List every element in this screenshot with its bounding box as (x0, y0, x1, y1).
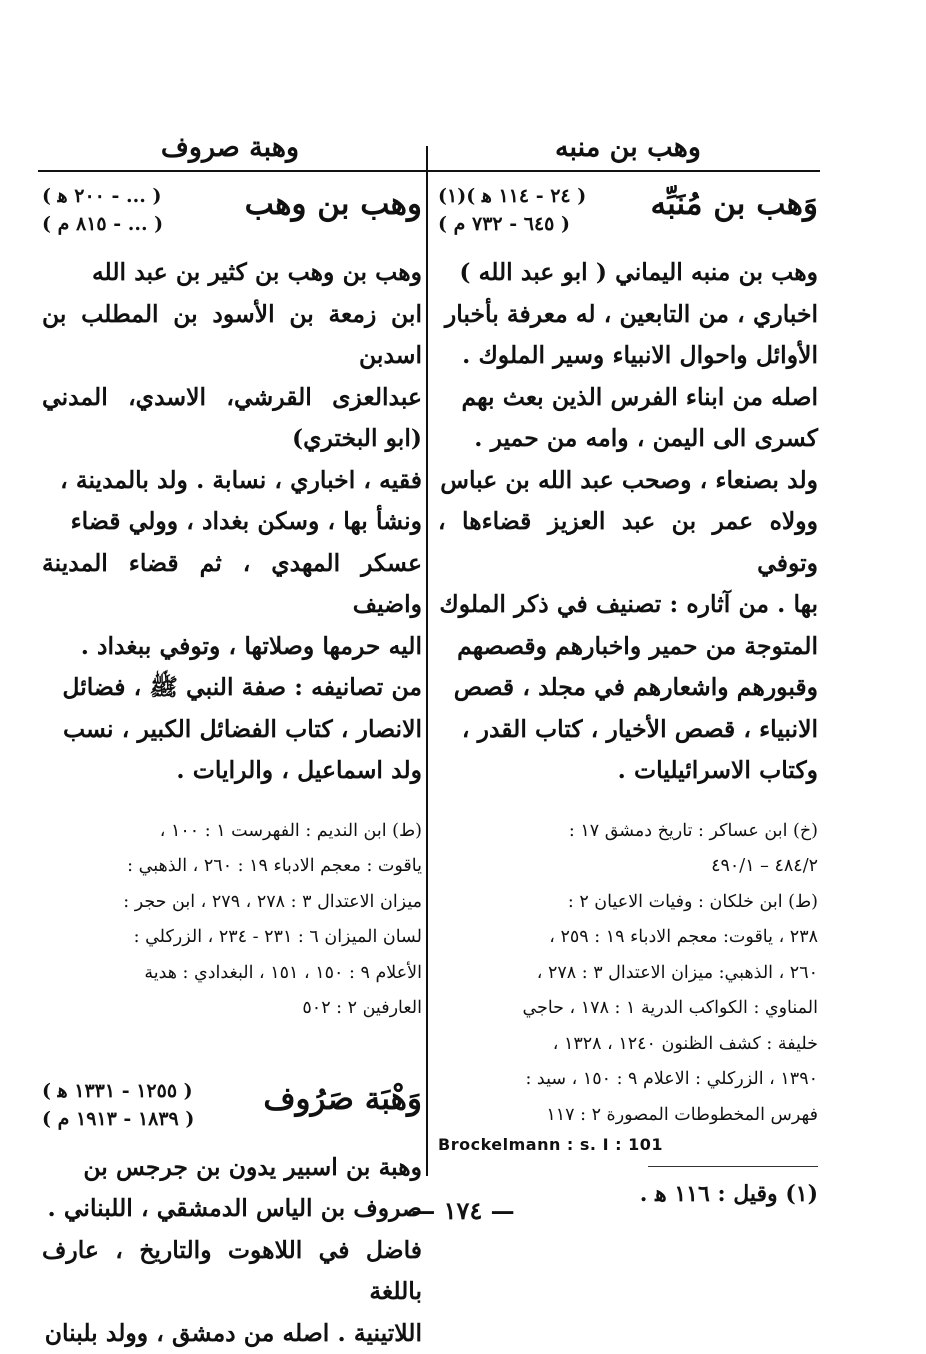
entry-body (42, 252, 422, 792)
left-column (42, 178, 422, 1354)
body-line: وهب بن منبه اليماني ( ابو عبد الله ) (438, 252, 818, 294)
footnote: (١) وقيل : ١١٦ ﻫ . (438, 1181, 818, 1207)
reference-line: المناوي : الكواكب الدرية ١ : ١٧٨ ، حاجي (438, 991, 818, 1027)
reference-line: لسان الميزان ٦ : ٢٣١ - ٢٣٤ ، الزركلي : (42, 920, 422, 956)
reference-line: العارفين ٢ : ٥٠٢ (42, 991, 422, 1027)
entry-body (438, 252, 818, 792)
body-line: اليه حرمها وصلاتها ، وتوفي ببغداد . (42, 626, 422, 668)
reference-line: ميزان الاعتدال ٣ : ٢٧٨ ، ٢٧٩ ، ابن حجر : (42, 885, 422, 921)
entry-heading (438, 178, 818, 250)
references (42, 814, 422, 1027)
footnote-rule (648, 1166, 818, 1167)
reference-line: الأعلام ٩ : ١٥٠ ، ١٥١ ، البغدادي : هدية (42, 956, 422, 992)
entry-body (42, 1147, 422, 1354)
entry-dates (42, 1077, 194, 1133)
running-header-right: وهب بن منبه (438, 132, 818, 163)
reference-line: ٢٦٠ ، الذهبي: ميزان الاعتدال ٣ : ٢٧٨ ، (438, 956, 818, 992)
reference-line: فهرس المخطوطات المصورة ٢ : ١١٧ (438, 1098, 818, 1134)
body-line: عبدالعزى القرشي، الاسدي، المدني (ابو البختري) (42, 377, 422, 460)
dates-ce: ( ٦٤٥ - ٧٣٢ م ) (438, 210, 586, 238)
body-line: بها . من آثاره : تصنيف في ذكر الملوك (438, 584, 818, 626)
dates-hijri: ( ٢٤ - ١١٤ ﻫ )(١) (438, 182, 586, 210)
reference-line: ياقوت : معجم الادباء ١٩ : ٢٦٠ ، الذهبي : (42, 849, 422, 885)
body-line: الانصار ، كتاب الفضائل الكبير ، نسب (42, 709, 422, 751)
body-line: وقبورهم واشعارهم في مجلد ، قصص (438, 667, 818, 709)
dates-hijri: ( ... - ٢٠٠ ﻫ ) (42, 182, 163, 210)
body-line: فقيه ، اخباري ، نسابة . ولد بالمدينة ، (42, 460, 422, 502)
dates-ce: ( ... - ٨١٥ م ) (42, 210, 163, 238)
reference-line: (خ) ابن عساكر : تاريخ دمشق ١٧ : (438, 814, 818, 850)
body-line: عسكر المهدي ، ثم قضاء المدينة واضيف (42, 543, 422, 626)
body-line: من تصانيفه : صفة النبي ﷺ ، فضائل (42, 667, 422, 709)
entry-dates (42, 182, 163, 238)
body-line: اخباري ، من التابعين ، له معرفة بأخبار (438, 294, 818, 336)
entry-heading (42, 1073, 422, 1145)
body-line: وهبة بن اسبير يدون بن جرجس بن (42, 1147, 422, 1189)
reference-line: ١٣٩٠ ، الزركلي : الاعلام ٩ : ١٥٠ ، سيد : (438, 1062, 818, 1098)
reference-line: ٤٨٤/٢ – ٤٩٠/١ (438, 849, 818, 885)
body-line: اللاتينية . اصله من دمشق ، وولد بلبنان (42, 1313, 422, 1354)
body-line: ولد اسماعيل ، والرايات . (42, 750, 422, 792)
right-column (438, 178, 818, 1207)
body-line: وولاه عمر بن عبد العزيز قضاءها ، وتوفي (438, 501, 818, 584)
references (438, 814, 818, 1134)
body-line: الأوائل واحوال الانبياء وسير الملوك . (438, 335, 818, 377)
entry-title: وَهب بن مُنَبِّه (650, 186, 818, 222)
body-line: كسرى الى اليمن ، وامه من حمير . (438, 418, 818, 460)
entry-title: وهب بن وهب (245, 186, 422, 222)
reference-line: (ط) ابن خلكان : وفيات الاعيان ٢ : (438, 885, 818, 921)
body-line: المتوجة من حمير واخبارهم وقصصهم (438, 626, 818, 668)
reference-line: خليفة : كشف الظنون ١٢٤٠ ، ١٣٢٨ ، (438, 1027, 818, 1063)
body-line: وكتاب الاسرائيليات . (438, 750, 818, 792)
body-line: ابن زمعة بن الأسود بن المطلب بن اسدبن (42, 294, 422, 377)
page-number: — ١٧٤ — (0, 1196, 926, 1225)
body-line: فاضل في اللاهوت والتاريخ ، عارف باللغة (42, 1230, 422, 1313)
column-divider (426, 146, 428, 1176)
body-line: الانبياء ، قصص الأخيار ، كتاب القدر ، (438, 709, 818, 751)
body-line: ونشأ بها ، وسكن بغداد ، وولي قضاء (42, 501, 422, 543)
body-line: وهب بن وهب بن كثير بن عبد الله (42, 252, 422, 294)
dates-hijri: ( ١٢٥٥ - ١٣٣١ ﻫ ) (42, 1077, 194, 1105)
running-header-left: وهبة صروف (40, 132, 420, 163)
entry-dates (438, 182, 586, 238)
latin-reference: Brockelmann : s. I : 101 (438, 1135, 818, 1154)
entry-heading (42, 178, 422, 250)
reference-line: (ط) ابن النديم : الفهرست ١ : ١٠٠ ، (42, 814, 422, 850)
body-line: ولد بصنعاء ، وصحب عبد الله بن عباس (438, 460, 818, 502)
body-line: صروف بن الياس الدمشقي ، اللبناني . (42, 1188, 422, 1230)
entry-title: وَهْبَة صَرُوف (263, 1081, 422, 1117)
dates-ce: ( ١٨٣٩ - ١٩١٣ م ) (42, 1105, 194, 1133)
reference-line: ٢٣٨ ، ياقوت: معجم الادباء ١٩ : ٢٥٩ ، (438, 920, 818, 956)
header-rule (38, 170, 820, 172)
body-line: اصله من ابناء الفرس الذين بعث بهم (438, 377, 818, 419)
